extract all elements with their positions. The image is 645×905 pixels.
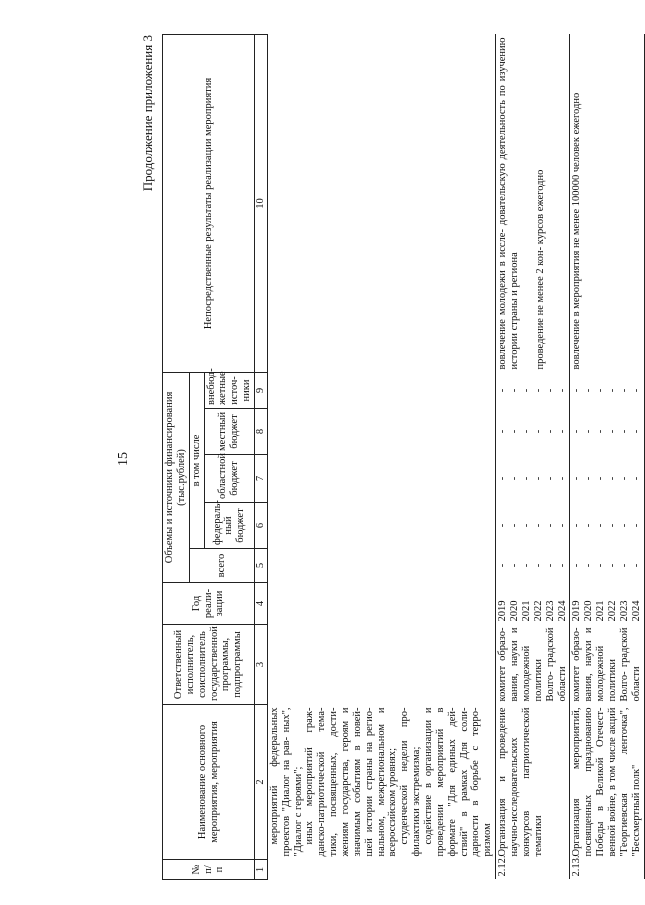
row2-year-2023: 2023 — [618, 600, 630, 622]
dash: - — [497, 523, 509, 528]
dash: - — [571, 429, 583, 434]
dash: - — [571, 563, 583, 568]
dash: - — [532, 563, 544, 568]
row2-year-2020: 2020 — [583, 600, 595, 622]
row2-year-2024: 2024 — [630, 600, 642, 622]
row1-year-2020: 2020 — [509, 600, 521, 622]
dash: - — [630, 388, 642, 393]
col-num-1: 1 — [255, 860, 268, 880]
dash: - — [583, 388, 595, 393]
dash: - — [606, 523, 618, 528]
row2-local — [570, 409, 644, 455]
col-num-4: 4 — [255, 583, 268, 625]
page-number: 15 — [116, 452, 131, 466]
header-oblast: областной бюджет — [204, 455, 254, 503]
row2-year-2019: 2019 — [571, 600, 583, 622]
row2-executor: комитет образо- вания, науки и молодежной политики Волго- градской области — [570, 625, 644, 705]
row0-total — [267, 549, 495, 583]
header-incl: в том числе — [189, 372, 204, 548]
col-num-3: 3 — [255, 625, 268, 705]
dash: - — [630, 563, 642, 568]
dash: - — [544, 523, 556, 528]
row0-oblast — [267, 455, 495, 503]
dash: - — [532, 476, 544, 481]
row0-local — [267, 409, 495, 455]
dash: - — [520, 563, 532, 568]
row1-years — [496, 583, 570, 625]
col-num-2: 2 — [255, 705, 268, 860]
dash: - — [618, 476, 630, 481]
row1-total — [496, 549, 570, 583]
row2-num: 2.13. — [570, 860, 644, 880]
row1-year-2024: 2024 — [556, 600, 568, 622]
dash: - — [618, 563, 630, 568]
dash: - — [583, 563, 595, 568]
col-num-5: 5 — [255, 549, 268, 583]
row1-executor: комитет образо- вания, науки и молодежной политики Волго- градской области — [496, 625, 570, 705]
dash: - — [520, 429, 532, 434]
row2-activity: Организация мероприятий, посвященных празднованию Победы в Великой Отечест- венной войне, в том числе акций "Георгиевская ленточка", "Бессмертный полк" — [570, 705, 644, 860]
row0-para-1: мероприятий федеральных проектов "Диалог на рав- ных", "Диалог с героями"; — [268, 707, 304, 857]
dash: - — [509, 563, 521, 568]
row0-executor — [267, 625, 495, 705]
dash: - — [583, 429, 595, 434]
dash: - — [595, 523, 607, 528]
header-row-1 — [163, 34, 190, 879]
dash: - — [532, 429, 544, 434]
rotated-page — [140, 35, 640, 880]
header-results: Непосредственные результаты реализации мероприятия — [163, 34, 255, 372]
row2-result-1: вовлечение в мероприятия не менее 100000 человек ежегодно — [571, 92, 583, 370]
row2-results — [570, 34, 644, 372]
header-funding: Объемы и источники финансирования (тыс.рублей) — [163, 372, 190, 582]
col-num-9: 9 — [255, 372, 268, 408]
dash: - — [630, 476, 642, 481]
row1-extra — [496, 372, 570, 408]
row1-num: 2.12. — [496, 860, 570, 880]
row1-results — [496, 34, 570, 372]
dash: - — [556, 476, 568, 481]
dash: - — [618, 429, 630, 434]
dash: - — [571, 523, 583, 528]
dash: - — [497, 429, 509, 434]
row2-extra — [570, 372, 644, 408]
dash: - — [606, 429, 618, 434]
dash: - — [532, 523, 544, 528]
dash: - — [630, 429, 642, 434]
dash: - — [532, 388, 544, 393]
dash: - — [509, 388, 521, 393]
row0-para-2: иных мероприятий граж- данско-патриотической тема- тики, посвященных, дости- жениям государства, героям и значимым событиям в новей- шей истории страны на регио- нальном, межрегиональном и всероссийском уровнях; — [304, 707, 399, 857]
dash: - — [544, 429, 556, 434]
dash: - — [630, 523, 642, 528]
dash: - — [556, 429, 568, 434]
dash: - — [571, 388, 583, 393]
dash: - — [595, 388, 607, 393]
row0-activity — [267, 705, 495, 860]
dash: - — [618, 523, 630, 528]
dash: - — [556, 523, 568, 528]
table-row-2-13 — [570, 34, 644, 879]
dash: - — [595, 563, 607, 568]
col-num-10: 10 — [255, 34, 268, 372]
dash: - — [509, 476, 521, 481]
appendix-table — [162, 34, 645, 880]
row2-year-2021: 2021 — [595, 600, 607, 622]
header-executor: Ответственный исполнитель, соисполнитель государственной программы, подпрограммы — [163, 625, 255, 705]
dash: - — [544, 476, 556, 481]
row1-year-2019: 2019 — [497, 600, 509, 622]
dash: - — [595, 476, 607, 481]
dash: - — [497, 388, 509, 393]
row2-total — [570, 549, 644, 583]
row1-federal — [496, 503, 570, 549]
dash: - — [497, 563, 509, 568]
row2-oblast — [570, 455, 644, 503]
dash: - — [497, 476, 509, 481]
row1-result-2: проведение не менее 2 кон- курсов ежегодно — [534, 169, 546, 370]
col-num-7: 7 — [255, 455, 268, 503]
dash: - — [544, 563, 556, 568]
col-num-8: 8 — [255, 409, 268, 455]
dash: - — [618, 388, 630, 393]
row1-year-2021: 2021 — [520, 600, 532, 622]
column-number-row — [255, 34, 268, 879]
row2-years — [570, 583, 644, 625]
table-row-continued — [267, 34, 495, 879]
row1-oblast — [496, 455, 570, 503]
header-year: Год реали- зации — [163, 583, 255, 625]
dash: - — [606, 563, 618, 568]
continuation-label: Продолжение приложения 3 — [140, 35, 155, 192]
header-extra: внебюд- жетные источ- ники — [204, 372, 254, 408]
dash: - — [556, 388, 568, 393]
row0-federal — [267, 503, 495, 549]
row2-year-2022: 2022 — [606, 600, 618, 622]
dash: - — [556, 563, 568, 568]
table-row-2-12 — [496, 34, 570, 879]
row0-para-3: студенческой недели про- филактики экстремизма; — [399, 707, 423, 857]
row1-activity: Организация и проведение научно-исследовательских конкурсов патриотической тематики — [496, 705, 570, 860]
dash: - — [571, 476, 583, 481]
row1-result-1: вовлечение молодежи в иссле- довательскую деятельность по изучению истории страны и региона — [497, 37, 521, 370]
dash: - — [520, 476, 532, 481]
header-total: всего — [189, 549, 254, 583]
header-local: местный бюджет — [204, 409, 254, 455]
dash: - — [509, 429, 521, 434]
row1-local — [496, 409, 570, 455]
dash: - — [544, 388, 556, 393]
header-activity: Наименование основного мероприятия, мероприятия — [163, 705, 255, 860]
row1-year-2023: 2023 — [544, 600, 556, 622]
row2-federal — [570, 503, 644, 549]
row0-para-4: содействие в организации и проведении мероприятий в формате "Для единых дей- ствий" в рамках Для соли- дарности в борьбе с терро- ризмом — [423, 707, 494, 857]
dash: - — [595, 429, 607, 434]
row0-results — [267, 34, 495, 372]
dash: - — [520, 388, 532, 393]
dash: - — [606, 476, 618, 481]
row1-year-2022: 2022 — [532, 600, 544, 622]
header-federal: федераль- ный бюджет — [204, 503, 254, 549]
dash: - — [583, 476, 595, 481]
header-num: № п/п — [163, 860, 255, 880]
dash: - — [606, 388, 618, 393]
row0-extra — [267, 372, 495, 408]
row0-years — [267, 583, 495, 625]
dash: - — [520, 523, 532, 528]
row0-num — [267, 860, 495, 880]
dash: - — [583, 523, 595, 528]
dash: - — [509, 523, 521, 528]
col-num-6: 6 — [255, 503, 268, 549]
